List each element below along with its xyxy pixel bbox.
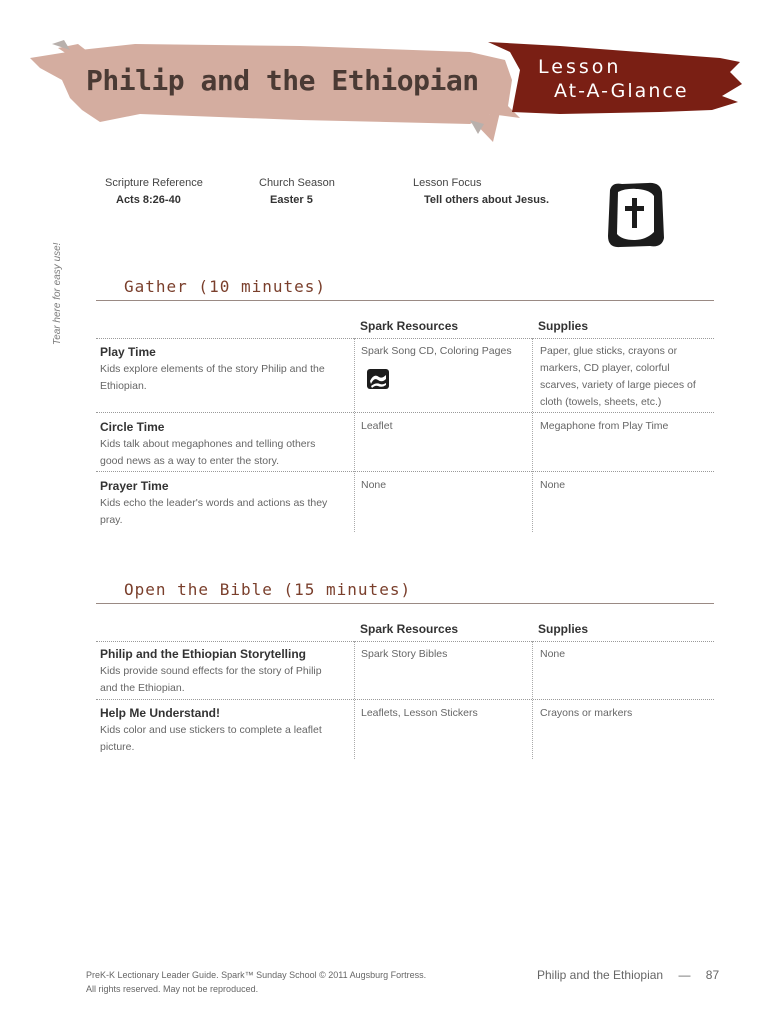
bible-heading: Open the Bible (15 minutes) (124, 580, 412, 599)
activity-supplies: Crayons or markers (540, 707, 633, 719)
activity-resources: Leaflets, Lesson Stickers (361, 707, 478, 719)
row-divider (96, 641, 714, 642)
activity-resources: Spark Story Bibles (361, 648, 448, 660)
activity-desc: Kids talk about megaphones and telling others good news as a way to enter the story. (100, 438, 316, 467)
activity-supplies: Megaphone from Play Time (540, 420, 669, 432)
bible-col-supplies: Supplies (538, 622, 589, 636)
title-banner-maroon (488, 42, 742, 114)
focus-value: Tell others about Jesus. (424, 194, 550, 206)
activity-title: Play Time (100, 345, 156, 359)
scripture-value: Acts 8:26-40 (116, 194, 181, 206)
waves-icon (366, 367, 390, 391)
footer-line-1: PreK-K Lectionary Leader Guide. Spark™ Sunday School © 2011 Augsburg Fortress. (86, 970, 427, 980)
footer-page-info (537, 968, 719, 982)
bible-col-resources: Spark Resources (360, 622, 459, 636)
activity-supplies: Paper, glue sticks, crayons or markers, CD player, colorful scarves, variety of large pieces of cloth (towels, sheets, etc.) (540, 345, 696, 408)
activity-title: Circle Time (100, 420, 165, 434)
footer-separator: — (678, 968, 691, 982)
footer-copyright (86, 968, 446, 996)
row-divider (96, 412, 714, 413)
scripture-label: Scripture Reference (105, 177, 203, 189)
column-divider (532, 641, 533, 759)
season-label: Church Season (259, 177, 335, 189)
tear-note: Tear here for easy use! (52, 242, 63, 345)
gather-col-supplies: Supplies (538, 319, 589, 333)
activity-desc: Kids provide sound effects for the story of Philip and the Ethiopian. (100, 665, 322, 694)
activity-resources: Spark Song CD, Coloring Pages (361, 345, 512, 357)
badge-line-1: Lesson (538, 56, 622, 78)
row-divider (96, 471, 714, 472)
bible-rule (96, 603, 714, 604)
activity-title: Help Me Understand! (100, 706, 221, 720)
activity-title: Prayer Time (100, 479, 169, 493)
row-divider (96, 699, 714, 700)
page-number: 87 (705, 968, 720, 982)
column-divider (354, 641, 355, 759)
gather-rule (96, 300, 714, 301)
column-divider (354, 338, 355, 532)
page-title: Philip and the Ethiopian (86, 64, 479, 97)
badge-line-2: At-A-Glance (554, 80, 689, 102)
activity-supplies: None (540, 479, 566, 491)
season-value: Easter 5 (270, 194, 313, 206)
activity-supplies: None (540, 648, 566, 660)
activity-resources: Leaflet (361, 420, 393, 432)
activity-resources: None (361, 479, 387, 491)
footer-title: Philip and the Ethiopian (537, 968, 664, 982)
activity-title: Philip and the Ethiopian Storytelling (100, 647, 307, 661)
column-divider (532, 338, 533, 532)
focus-label: Lesson Focus (413, 177, 482, 189)
gather-heading: Gather (10 minutes) (124, 277, 327, 296)
activity-desc: Kids explore elements of the story Philip and the Ethiopian. (100, 363, 325, 392)
activity-desc: Kids color and use stickers to complete a leaflet picture. (100, 724, 322, 753)
row-divider (96, 338, 714, 339)
footer-line-2: All rights reserved. May not be reproduced. (86, 984, 259, 994)
activity-desc: Kids echo the leader's words and actions as they pray. (100, 497, 328, 526)
gather-col-resources: Spark Resources (360, 319, 459, 333)
bible-cross-icon (604, 180, 666, 250)
